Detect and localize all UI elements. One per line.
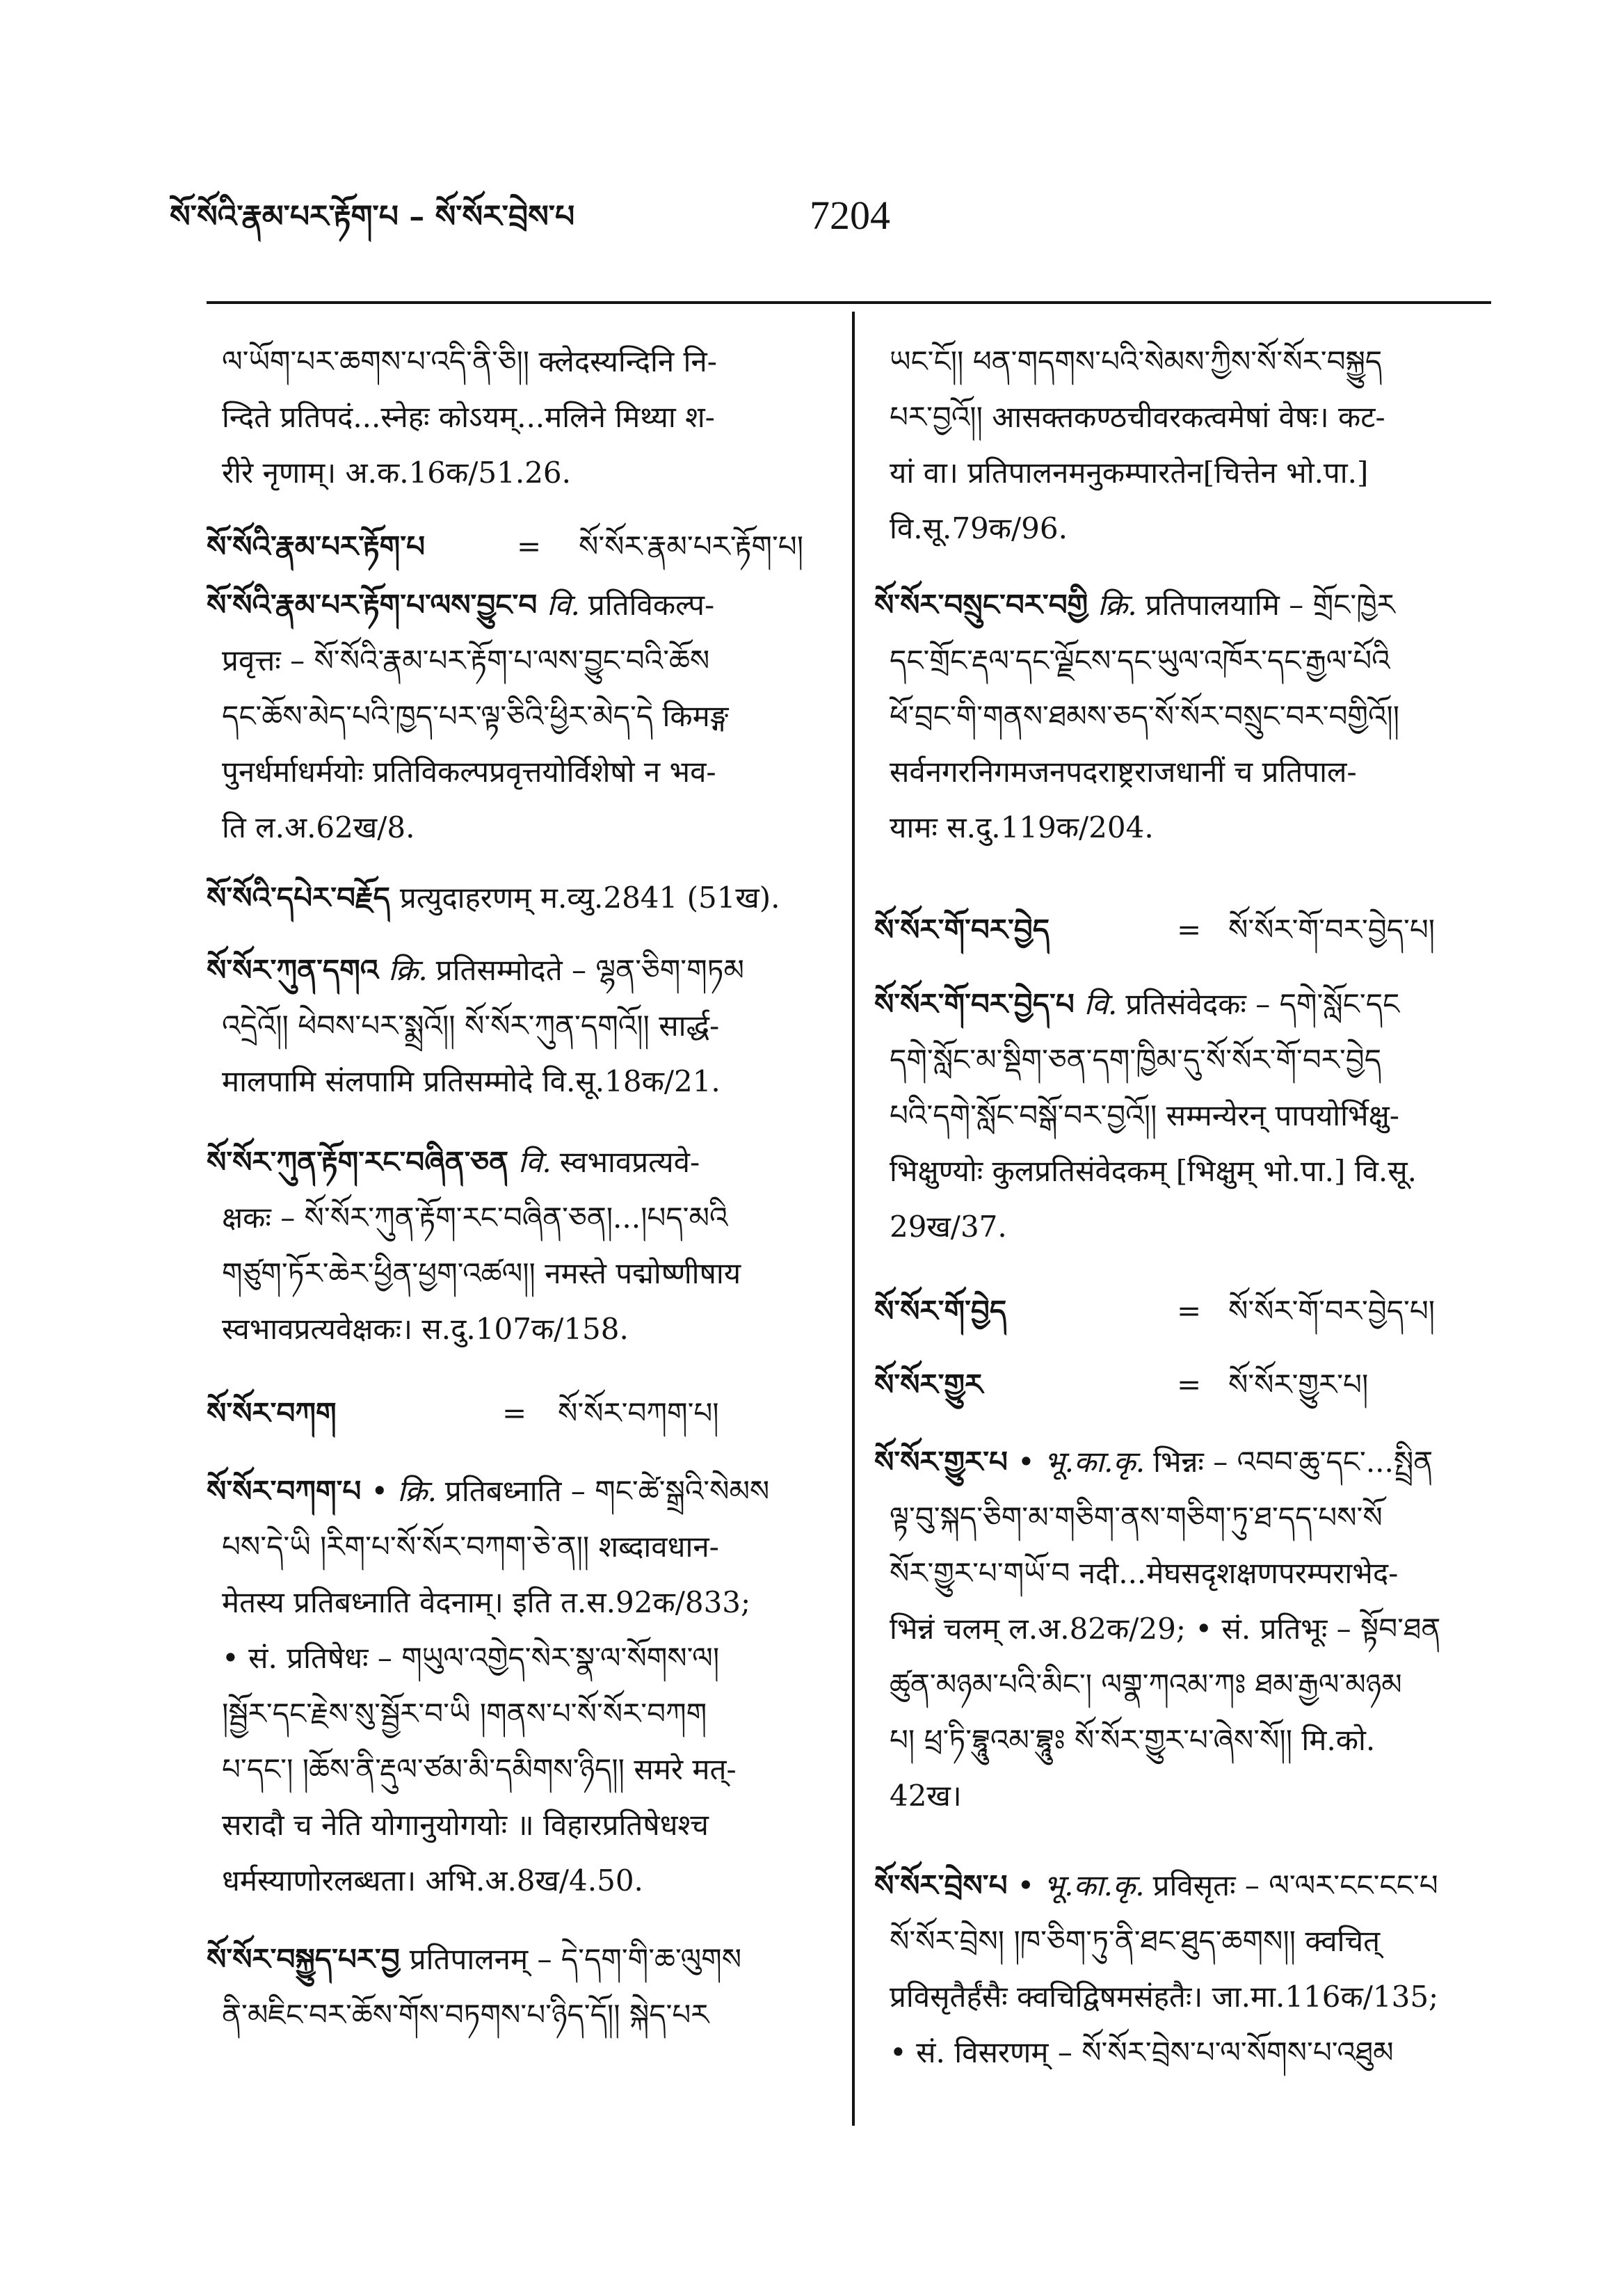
entry-headword: སོ་སོར་བསྲུང་བར་བགྱི: [874, 588, 1088, 622]
entry-line: [207, 1464, 827, 1519]
part-of-speech: • क्रि.: [371, 1474, 437, 1508]
entry-line: [207, 1686, 827, 1742]
entry-line: [207, 1742, 827, 1797]
entry-text: स्वभावप्रत्यवे-: [559, 1145, 700, 1179]
entry-line: [207, 1575, 827, 1630]
entry-line: [874, 1088, 1491, 1144]
entry-text: प्रतिबध्नाति – གང་ཚེ་སྒྲའི་སེམས: [444, 1474, 770, 1508]
entry-line: [207, 334, 827, 390]
entry-line: [874, 633, 1491, 689]
equals-sign: =: [1177, 913, 1202, 947]
entry-text: ནི་མཇིང་བར་ཆོས་གོས་བཏགས་པ་ཉིད་དོ།། སྐེད་པར: [222, 1998, 709, 2032]
entry-headword: སོ་སོར་གྱུར་པ: [874, 1445, 1008, 1479]
entry-line: [874, 1657, 1491, 1713]
dictionary-entry: [207, 870, 827, 926]
entry-text: གཙུག་ཏོར་ཆེར་ཕྱིན་ཕྱག་འཚལ།། नमस्ते पद्मोष्णीषाय: [222, 1256, 741, 1290]
entry-headword: སོ་སོར་གོ་བར་བྱེད: [874, 913, 1050, 947]
entry-line: [207, 1630, 827, 1686]
entry-text: यामः स.दु.119क/204.: [890, 810, 1154, 844]
entry-text: པ་དང་། །ཆོས་ནི་རྡུལ་ཙམ་མི་དམིགས་ཉིད།། समरे मत्-: [222, 1752, 737, 1786]
part-of-speech: वि.: [547, 588, 580, 622]
entry-line: [207, 998, 827, 1054]
entry-line: [207, 1246, 827, 1301]
entry-text: ति ल.अ.62ख/8.: [222, 810, 415, 844]
cross-reference-target: སོ་སོར་རྣམ་པར་རྟོག་པ།: [579, 529, 804, 563]
part-of-speech: • भू.का.कृ.: [1017, 1445, 1145, 1479]
entry-text: प्रतिपालयामि – གྲོང་ཁྱེར: [1145, 588, 1395, 622]
dictionary-entry: [207, 1932, 827, 2043]
entry-text: प्रतिसंवेदकः – དགེ་སློང་དང: [1125, 987, 1400, 1021]
entry-headword: སོ་སོར་བཀག་པ: [207, 1474, 362, 1508]
cross-reference-entry: [874, 1283, 1491, 1339]
entry-line: [874, 1434, 1491, 1490]
entry-text: སོ་སོར་བྲེས། །ཁ་ཅིག་ཏུ་ནི་ཐང་ཐུད་ཆགས།། क्वचित्: [890, 1924, 1381, 1958]
dictionary-entry: [207, 1135, 827, 1357]
part-of-speech: • भू.का.कृ.: [1017, 1868, 1145, 1902]
entry-text: भिन्नं चलम् ल.अ.82क/29; • सं. प्रतिभूः – སྟོབ་ཐན: [890, 1612, 1441, 1646]
dictionary-entry: [874, 577, 1491, 856]
entry-line: [874, 577, 1491, 633]
cross-reference-row: [207, 1386, 827, 1441]
entry-line: [874, 744, 1491, 800]
entry-text: 42ख।: [890, 1779, 962, 1813]
entry-headword: སོ་སོར་གོ་བར་བྱེད་པ: [874, 987, 1075, 1021]
equals-sign: =: [1177, 1368, 1202, 1402]
cross-reference-entry: [207, 1386, 827, 1441]
entry-line: [207, 1054, 827, 1109]
right-column: [874, 0, 1491, 2285]
entry-headword: སོ་སོར་གོ་བྱེད: [874, 1294, 1007, 1328]
entry-headword: སོ་སོར་བསྐྱུད་པར་བྱ: [207, 1942, 400, 1976]
cross-reference-target: སོ་སོར་གོ་བར་བྱེད་པ།: [1228, 913, 1436, 947]
entry-text: ཚུན་མཉམ་པའི་མིང་། ལགྣ་ཀའམ་ཀཿ ཐམ་རྒྱལ་མཉམ: [890, 1667, 1402, 1701]
page-number: 7204: [810, 193, 890, 238]
entry-text: प्रतिसम्मोदते – ལྷན་ཅིག་གཏམ: [435, 953, 745, 987]
entry-line: [874, 1914, 1491, 1969]
equals-sign: =: [502, 1396, 527, 1430]
entry-line: [874, 977, 1491, 1032]
cross-reference-row: [874, 1283, 1491, 1339]
entry-text: སོར་གྱུར་པ་གཡོ་བ नदी...मेघसदृशक्षणपरम्पराभेद-: [890, 1556, 1399, 1590]
entry-line: [874, 1490, 1491, 1546]
cross-reference-target: སོ་སོར་གྱུར་པ།: [1228, 1368, 1369, 1402]
equals-sign: =: [517, 529, 542, 563]
entry-text: भिन्नः – འབབ་ཆུ་དང་...སྤྲིན: [1153, 1445, 1433, 1479]
dictionary-entry: [874, 977, 1491, 1255]
part-of-speech: क्रि.: [1098, 588, 1137, 622]
dictionary-entry: [874, 1434, 1491, 1824]
entry-line: [207, 800, 827, 856]
entry-text: वि.सू.79क/96.: [890, 511, 1068, 545]
entry-text: प्रविसृतैर्हंसैः क्वचिद्विषमसंहतैः। जा.मा.116क/135;: [890, 1980, 1439, 2014]
cross-reference-row: [207, 519, 827, 575]
entry-line: [207, 1987, 827, 2043]
entry-text: 29ख/37.: [890, 1210, 1007, 1244]
entry-line: [207, 577, 827, 633]
entry-line: [207, 445, 827, 501]
entry-headword: སོ་སོའི་རྣམ་པར་རྟོག་པ: [207, 529, 425, 563]
entry-line: [207, 633, 827, 689]
column-divider: [852, 312, 855, 2126]
entry-line: [207, 689, 827, 744]
entry-line: [874, 689, 1491, 744]
entry-text: प्रविसृतः – ལ་ལར་ངང་ངང་པ: [1152, 1868, 1438, 1902]
dictionary-entry: [207, 577, 827, 856]
entry-text: ཕོ་བྲང་གི་གནས་ཐམས་ཅད་སོ་སོར་བསྲུང་བར་བགྱིའོ།།: [890, 699, 1400, 733]
entry-text: सर्वनगरनिगमजनपदराष्ट्रराजधानीं च प्रतिपाल-: [890, 755, 1357, 789]
entry-line: [207, 1135, 827, 1190]
entry-text: प्रवृत्तः – སོ་སོའི་རྣམ་པར་རྟོག་པ་ལས་བྱུང་བའི་ཆོས: [222, 643, 710, 678]
part-of-speech: वि.: [1084, 987, 1118, 1021]
entry-line: [207, 1190, 827, 1246]
running-head: སོ་སོའི་རྣམ་པར་རྟོག་པ – སོ་སོར་བྲེས་པ: [170, 199, 575, 234]
entry-line: [207, 744, 827, 800]
part-of-speech: वि.: [518, 1145, 552, 1179]
entry-text: པར་བྱའོ།། आसक्तकण्ठचीवरकत्वमेषां वेषः। कट-: [890, 400, 1385, 434]
cross-reference-row: [874, 1357, 1491, 1413]
entry-line: [207, 390, 827, 445]
cross-reference-entry: [874, 902, 1491, 958]
entry-line: [874, 1713, 1491, 1768]
entry-text: • सं. विसरणम् – སོ་སོར་བྲེས་པ་ལ་སོགས་པ་འཐུམ: [890, 2035, 1394, 2069]
cross-reference-entry: [874, 1357, 1491, 1413]
entry-text: मालपामि संलपामि प्रतिसम्मोदे वि.सू.18क/21.: [222, 1064, 721, 1098]
entry-line: [874, 800, 1491, 856]
entry-text: དགེ་སློང་མ་སྡིག་ཅན་དག་ཁྱིམ་དུ་སོ་སོར་གོ་བར་བྱེད: [890, 1043, 1382, 1077]
entry-line: [207, 943, 827, 998]
entry-line: [207, 870, 827, 926]
entry-headword: སོ་སོའི་དཔེར་བརྗོད: [207, 881, 390, 915]
entry-text: ལ་ཡོག་པར་ཆགས་པ་འདི་ནི་ཅི།། क्लेदस्यन्दिनि नि-: [222, 344, 717, 378]
entry-text: པའི་དགེ་སློང་བསྒོ་བར་བྱའོ།། सम्मन्येरन् पापयोर्भिक्षु-: [890, 1098, 1399, 1132]
entry-text: क्षकः – སོ་སོར་ཀུན་རྟོག་རང་བཞིན་ཅན།...།པད་མའི: [222, 1201, 728, 1235]
entry-line: [874, 1768, 1491, 1824]
entry-line: [874, 445, 1491, 501]
entry-line: [874, 1199, 1491, 1255]
entry-text: །སྦྱོར་དང་རྗེས་སུ་སྦྱོར་བ་ཡི །གནས་པ་སོ་སོར་བཀག: [222, 1697, 707, 1731]
entry-line: [207, 1853, 827, 1909]
cross-reference-row: [874, 902, 1491, 958]
entry-text: དང་གྲོང་རྡལ་དང་ལྗོངས་དང་ཡུལ་འཁོར་དང་རྒྱལ་པོའི: [890, 643, 1390, 678]
part-of-speech: क्रि.: [388, 953, 428, 987]
entry-line: [874, 1858, 1491, 1914]
entry-text: सरादौ च नेति योगानुयोगयोः ॥ विहारप्रतिषेधश्च: [222, 1808, 709, 1842]
entry-text: स्वभावप्रत्यवेक्षकः। स.दु.107क/158.: [222, 1312, 629, 1346]
entry-headword: སོ་སོར་བྲེས་པ: [874, 1868, 1008, 1902]
entry-line: [207, 1932, 827, 1987]
entry-line: [874, 1601, 1491, 1657]
entry-line: [874, 2025, 1491, 2080]
dictionary-entry: [207, 943, 827, 1109]
entry-continuation: [874, 334, 1491, 556]
entry-line: [874, 390, 1491, 445]
dictionary-entry: [207, 1464, 827, 1909]
equals-sign: =: [1177, 1294, 1202, 1328]
entry-text: པ། ཕྲ་ཏི་བྷཱུའམ་བྷཱུཿ སོ་སོར་གྱུར་པ་ཞེས་སོ།། मि.को.: [890, 1723, 1376, 1757]
entry-text: • सं. प्रतिषेधः – གཡུལ་འགྱེད་སེར་སྣ་ལ་སོགས་ལ།: [222, 1641, 720, 1675]
cross-reference-target: སོ་སོར་བཀག་པ།: [558, 1396, 719, 1430]
left-column: [207, 0, 827, 2285]
dictionary-entry: [874, 1858, 1491, 2080]
entry-text: प्रत्युदाहरणम् म.व्यु.2841 (51ख).: [399, 881, 780, 915]
entry-text: धर्मस्याणोरलब्धता। अभि.अ.8ख/4.50.: [222, 1863, 643, 1898]
entry-text: ལྟ་བུ་སྐད་ཅིག་མ་གཅིག་ནས་གཅིག་ཏུ་ཐ་དད་པས་སོ: [890, 1500, 1383, 1534]
entry-continuation: [207, 334, 827, 501]
entry-headword: སོ་སོའི་རྣམ་པར་རྟོག་པ་ལས་བྱུང་བ: [207, 588, 538, 622]
entry-line: [874, 1969, 1491, 2025]
entry-text: ཡང་ངོ།། ཕན་གདགས་པའི་སེམས་ཀྱིས་སོ་སོར་བསྐྱུད: [890, 344, 1383, 378]
entry-text: प्रतिपालनम् – དེ་དག་གི་ཆ་ལུགས: [409, 1942, 742, 1976]
entry-line: [874, 334, 1491, 390]
cross-reference-entry: [207, 519, 827, 575]
entry-headword: སོ་སོར་བཀག: [207, 1396, 337, 1430]
entry-line: [874, 1032, 1491, 1088]
entry-line: [207, 1519, 827, 1575]
entry-headword: སོ་སོར་ཀུན་དགའ: [207, 953, 379, 987]
entry-text: रीरे नृणाम्। अ.क.16क/51.26.: [222, 456, 572, 490]
entry-text: འདྲེའོ།། ཕེབས་པར་སྨྲའོ།། སོ་སོར་ཀུན་དགའོ།། सार्द्ध-: [222, 1009, 720, 1043]
entry-headword: སོ་སོར་གྱུར: [874, 1368, 983, 1402]
entry-text: मेतस्य प्रतिबध्नाति वेदनाम्। इति त.स.92क/833;: [222, 1585, 751, 1619]
entry-text: དང་ཆོས་མེད་པའི་ཁྱད་པར་ལྟ་ཅིའི་ཕྱིར་མེད་དེ किमङ्ग: [222, 699, 729, 733]
entry-line: [874, 1546, 1491, 1601]
entry-text: न्दिते प्रतिपदं...स्नेहः कोऽयम्...मलिने मिथ्या श-: [222, 400, 715, 434]
entry-text: प्रतिविकल्प-: [588, 588, 715, 622]
entry-line: [874, 1144, 1491, 1199]
entry-text: यां वा। प्रतिपालनमनुकम्पारतेन[चित्तेन भो.पा.]: [890, 456, 1369, 490]
entry-headword: སོ་སོར་ཀུན་རྟོག་རང་བཞིན་ཅན: [207, 1145, 509, 1179]
cross-reference-target: སོ་སོར་གོ་བར་བྱེད་པ།: [1228, 1294, 1436, 1328]
entry-text: भिक्षुण्योः कुलप्रतिसंवेदकम् [भिक्षुम् भो.पा.] वि.सू.: [890, 1154, 1417, 1188]
entry-text: པས་དེ་ཡི །རིག་པ་སོ་སོར་བཀག་ཅེ་ན།། शब्दावधान-: [222, 1530, 719, 1564]
entry-text: पुनर्धर्माधर्मयोः प्रतिविकल्पप्रवृत्तयोर्विशेषो न भव-: [222, 755, 716, 789]
entry-line: [207, 1301, 827, 1357]
entry-line: [207, 1797, 827, 1853]
entry-line: [874, 501, 1491, 556]
